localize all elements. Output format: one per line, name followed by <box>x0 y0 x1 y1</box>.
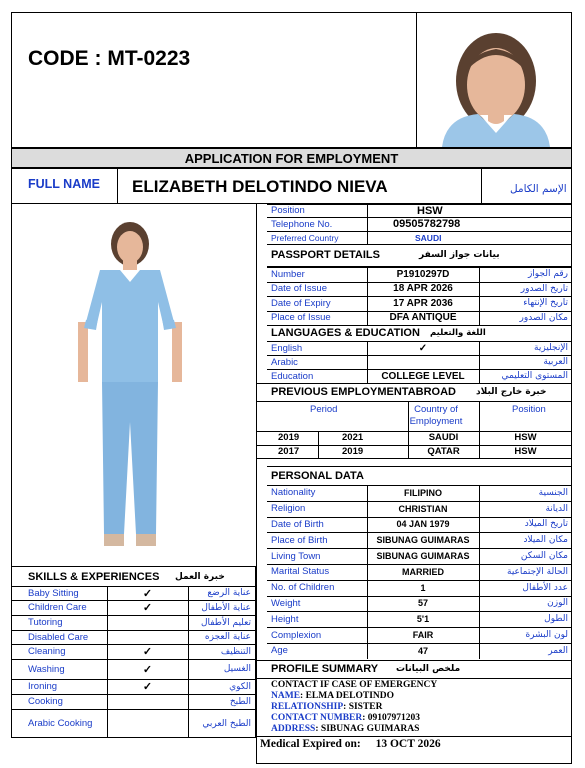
col-country: Country of Employment <box>409 404 463 427</box>
skill-label: Cleaning <box>28 646 66 657</box>
position-label: Position <box>271 205 305 216</box>
profile-summary <box>256 660 572 764</box>
header-box <box>11 12 572 148</box>
previous-employment-section <box>256 383 572 458</box>
personal-value: 04 JAN 1979 <box>396 519 450 530</box>
passport-section <box>267 244 572 326</box>
medical-label: Medical Expired on: <box>260 738 361 750</box>
header-photo-divider <box>416 13 417 147</box>
personal-value: 47 <box>417 645 428 656</box>
personal-header <box>267 466 572 485</box>
passport-label: Number <box>271 268 305 280</box>
skill-row <box>12 659 255 679</box>
personal-row <box>267 643 572 659</box>
language-row <box>267 355 572 369</box>
personal-arabic: تاريخ الميلاد <box>524 519 568 530</box>
skill-row <box>12 630 255 644</box>
language-label: Education <box>271 370 314 382</box>
skill-arabic: الطبخ <box>229 696 251 707</box>
skill-arabic: عناية الأطفال <box>201 602 251 613</box>
passport-arabic: مكان الصدور <box>519 312 568 323</box>
personal-label: Religion <box>271 503 306 515</box>
skill-arabic: الغسيل <box>223 664 251 674</box>
skill-check <box>107 630 188 644</box>
skill-check <box>107 615 188 630</box>
personal-arabic: الطول <box>544 614 568 625</box>
telephone-value: 09505782798 <box>393 218 461 230</box>
personal-label: Nationality <box>271 487 316 499</box>
skill-row <box>12 694 255 709</box>
period-from: 2019 <box>278 432 300 444</box>
profile-header <box>256 660 572 678</box>
col-position: Position <box>512 404 546 415</box>
skill-row <box>12 615 255 630</box>
personal-label: Date of Birth <box>271 518 324 530</box>
skill-arabic: تعليم الأطفال <box>200 617 251 628</box>
personal-label: Marital Status <box>271 566 330 578</box>
skill-row <box>12 709 255 738</box>
country-value: SAUDI <box>428 432 459 444</box>
skill-arabic: التنظيف <box>220 646 251 657</box>
personal-value: FILIPINO <box>404 487 442 498</box>
personal-arabic: مكان السكن <box>520 551 568 562</box>
languages-section <box>267 325 572 383</box>
period-to: 2019 <box>342 445 364 457</box>
top-rows <box>267 204 572 244</box>
personal-value: SIBUNAG GUIMARAS <box>376 551 470 562</box>
emergency-contact <box>271 680 437 735</box>
skill-label: Ironing <box>28 681 58 692</box>
personal-arabic: الديانة <box>545 503 568 514</box>
personal-label: Complexion <box>271 629 322 641</box>
personal-label: Height <box>271 613 299 625</box>
personal-row <box>267 517 572 533</box>
period-from: 2017 <box>278 445 300 457</box>
emergency-title: CONTACT IF CASE OF EMERGENCY <box>271 680 438 690</box>
skill-check: ✓ <box>142 587 153 600</box>
telephone-label: Telephone No. <box>271 218 333 230</box>
telephone-row <box>267 217 572 231</box>
full-name-row <box>11 168 572 204</box>
skill-label: Children Care <box>28 602 87 613</box>
personal-row <box>267 501 572 517</box>
personal-header-label: PERSONAL DATA <box>271 469 364 482</box>
skill-check: ✓ <box>142 646 153 658</box>
languages-header-label: LANGUAGES & EDUCATION <box>271 327 420 339</box>
form-title <box>11 148 572 168</box>
personal-row <box>267 564 572 580</box>
personal-arabic: لون البشرة <box>525 630 568 641</box>
language-label: Arabic <box>271 356 298 368</box>
passport-arabic: تاريخ الإنتهاء <box>523 298 568 309</box>
skill-row <box>12 679 255 694</box>
form-title-text: APPLICATION FOR EMPLOYMENT <box>184 150 399 166</box>
passport-header <box>267 244 572 266</box>
skills-header-arabic: خبرة العمل <box>175 571 225 582</box>
passport-header-arabic: بيانات جواز السفر <box>419 250 500 260</box>
skill-label: Washing <box>28 663 65 675</box>
personal-value: 1 <box>420 582 426 593</box>
full-name-value: ELIZABETH DELOTINDO NIEVA <box>132 177 388 196</box>
emergency-name: NAME: ELMA DELOTINDO <box>271 691 394 701</box>
emergency-number: CONTACT NUMBER: 09107971203 <box>271 713 421 723</box>
languages-header-arabic: اللغة والتعليم <box>430 328 486 338</box>
skills-section <box>11 566 256 738</box>
col-period: Period <box>310 404 338 415</box>
medical-date: 13 OCT 2026 <box>375 738 441 750</box>
passport-label: Date of Issue <box>271 283 327 295</box>
previous-employment-row <box>256 445 572 459</box>
code-label: CODE : MT-0223 <box>28 47 191 70</box>
passport-header-label: PASSPORT DETAILS <box>271 249 380 261</box>
personal-label: Age <box>271 645 288 657</box>
personal-value: MARRIED <box>402 566 444 577</box>
skills-header <box>12 567 255 586</box>
languages-header <box>267 325 572 341</box>
full-name-label: FULL NAME <box>28 177 100 191</box>
medical-expiry <box>260 738 441 750</box>
personal-value: CHRISTIAN <box>398 503 448 514</box>
personal-arabic: العمر <box>548 645 568 656</box>
skill-arabic: الطبخ العربي <box>202 718 251 729</box>
personal-value: 57 <box>417 598 428 609</box>
language-label: English <box>271 342 303 354</box>
position-value: HSW <box>417 204 443 217</box>
passport-row <box>267 311 572 326</box>
preferred-country-row <box>267 231 572 244</box>
skill-label: Cooking <box>28 696 63 707</box>
personal-row <box>267 611 572 627</box>
skill-arabic: الكوي <box>229 681 251 692</box>
personal-arabic: عدد الأطفال <box>522 582 568 593</box>
passport-value: DFA ANTIQUE <box>389 312 457 324</box>
emergency-relationship: RELATIONSHIP: SISTER <box>271 702 383 712</box>
passport-value: 17 APR 2036 <box>393 297 453 309</box>
skill-label: Disabled Care <box>28 631 89 643</box>
country-value: QATAR <box>427 445 460 457</box>
skill-check: ✓ <box>142 663 153 676</box>
skill-label: Baby Sitting <box>28 587 79 599</box>
personal-label: No. of Children <box>271 582 335 594</box>
personal-row <box>267 580 572 596</box>
skill-row <box>12 586 255 600</box>
personal-arabic: الوزن <box>547 598 568 609</box>
previous-employment-row <box>256 431 572 445</box>
personal-value: FAIR <box>412 630 434 641</box>
position-row <box>267 204 572 217</box>
photo-frame <box>11 204 256 566</box>
personal-row <box>267 596 572 612</box>
skill-check <box>107 694 188 709</box>
passport-value: 18 APR 2026 <box>393 283 453 295</box>
personal-row <box>267 627 572 643</box>
passport-label: Place of Issue <box>271 312 331 324</box>
headshot-photo <box>428 19 564 147</box>
personal-value: SIBUNAG GUIMARAS <box>376 535 470 546</box>
passport-row <box>267 296 572 311</box>
preferred-country-value: SAUDI <box>415 232 442 243</box>
language-value: ✓ <box>418 342 428 354</box>
passport-arabic: رقم الجواز <box>527 269 568 280</box>
skill-row <box>12 644 255 659</box>
passport-label: Date of Expiry <box>271 297 331 309</box>
personal-arabic: الحالة الإجتماعية <box>507 566 568 577</box>
period-to: 2021 <box>342 432 364 444</box>
full-name-divider <box>117 169 118 203</box>
profile-header-label: PROFILE SUMMARY <box>271 663 379 675</box>
language-value <box>367 355 479 369</box>
skill-check: ✓ <box>142 681 153 693</box>
language-arabic: العربية <box>543 357 568 367</box>
previous-header-label: PREVIOUS EMPLOYMENTABROAD <box>271 386 456 398</box>
personal-value: 5'1 <box>416 614 430 625</box>
skills-header-label: SKILLS & EXPERIENCES <box>28 570 160 583</box>
language-row <box>267 369 572 383</box>
preferred-country-label: Preferred Country <box>271 232 339 243</box>
emergency-address: ADDRESS: SIBUNAG GUIMARAS <box>271 724 420 734</box>
previous-header <box>256 383 572 401</box>
profile-header-arabic: ملخص البيانات <box>396 664 461 674</box>
skill-label: Tutoring <box>28 617 63 628</box>
personal-row <box>267 548 572 564</box>
skill-check: ✓ <box>142 602 153 614</box>
passport-row <box>267 282 572 297</box>
language-value: COLLEGE LEVEL <box>381 370 465 382</box>
skill-arabic: عناية العجزه <box>204 632 251 642</box>
skill-arabic: عناية الرضع <box>207 588 251 598</box>
previous-header-arabic: خبرة خارج البلاد <box>476 387 547 397</box>
skill-row <box>12 600 255 615</box>
skill-label: Arabic Cooking <box>28 718 93 729</box>
passport-value: P1910297D <box>396 268 450 280</box>
language-arabic: المستوى التعليمي <box>501 371 568 381</box>
language-arabic: الإنجليزية <box>534 343 568 353</box>
personal-arabic: مكان الميلاد <box>523 535 568 546</box>
skill-check <box>107 709 188 738</box>
personal-label: Place of Birth <box>271 534 328 546</box>
personal-data-section <box>267 466 572 660</box>
full-name-arabic: الإسم الكامل <box>510 183 567 195</box>
personal-row <box>267 485 572 501</box>
personal-label: Weight <box>271 597 301 609</box>
full-name-ar-divider <box>481 169 482 203</box>
position-value: HSW <box>514 432 537 444</box>
passport-row <box>267 267 572 282</box>
language-row <box>267 341 572 355</box>
personal-row <box>267 532 572 548</box>
personal-arabic: الجنسية <box>538 487 568 498</box>
position-value: HSW <box>514 445 537 457</box>
passport-arabic: تاريخ الصدور <box>520 283 568 294</box>
personal-label: Living Town <box>271 550 321 562</box>
